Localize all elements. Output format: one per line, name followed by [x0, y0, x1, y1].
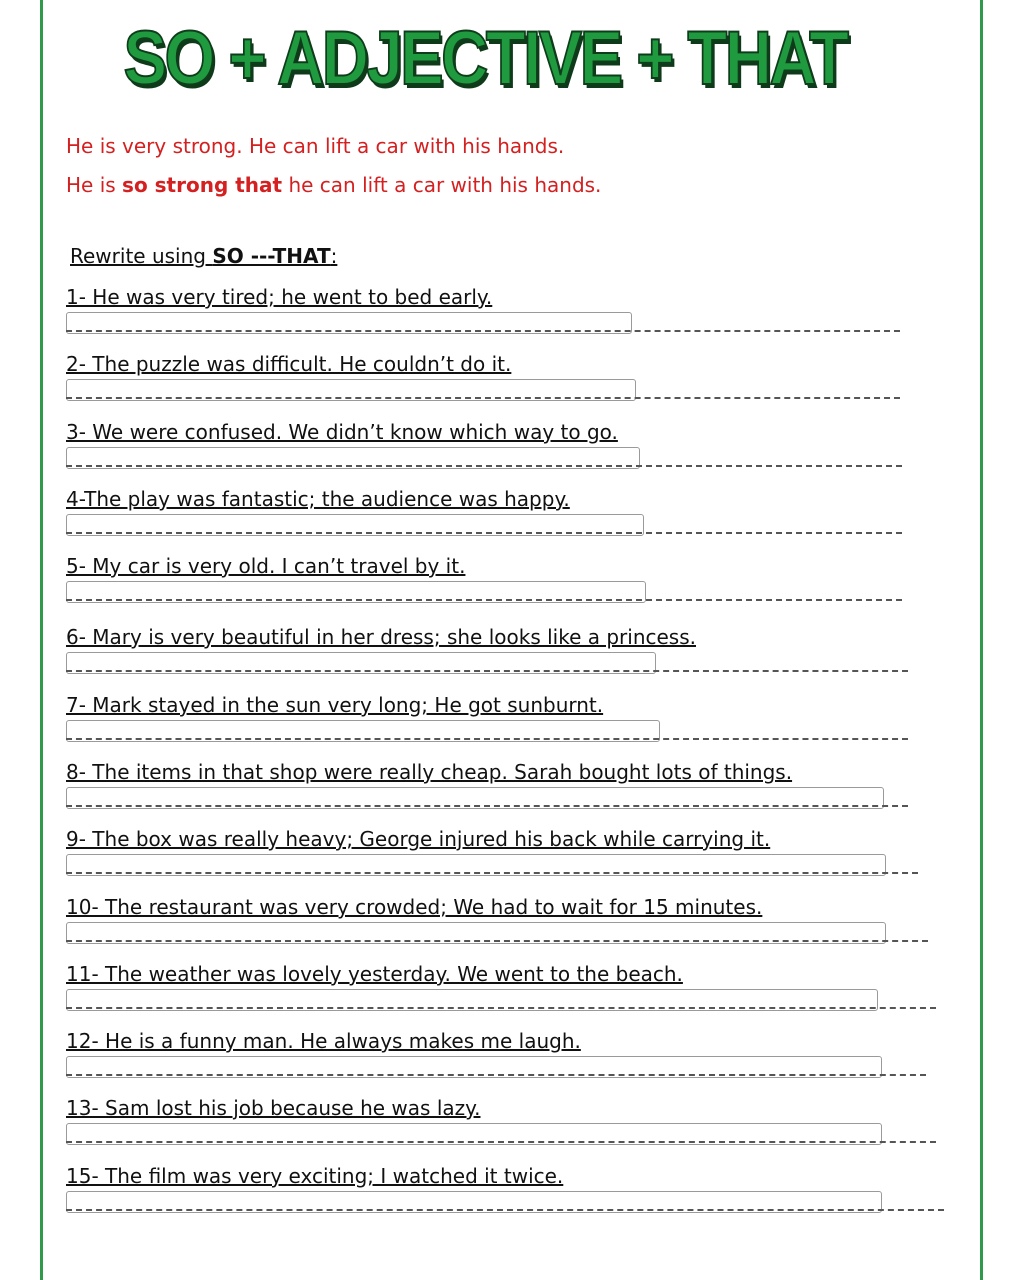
example-sentence-rewritten: [66, 173, 601, 197]
question-text: 11- The weather was lovely yesterday. We went to the beach.: [66, 962, 683, 986]
question-item: [66, 1095, 946, 1155]
question-item: [66, 1163, 946, 1223]
answer-line: [66, 397, 900, 399]
answer-line: [66, 1209, 944, 1211]
question-text: 13- Sam lost his job because he was lazy.: [66, 1096, 481, 1120]
question-item: [66, 826, 946, 886]
right-border: [980, 0, 983, 1280]
instruction: [70, 244, 337, 268]
example-text: he can lift a car with his hands.: [282, 173, 602, 197]
question-text: 2- The puzzle was difficult. He couldn’t do it.: [66, 352, 512, 376]
answer-line: [66, 1141, 936, 1143]
question-text: 1- He was very tired; he went to bed early.: [66, 285, 493, 309]
answer-line: [66, 532, 902, 534]
question-text: 3- We were confused. We didn’t know which way to go.: [66, 420, 618, 444]
answer-line: [66, 940, 928, 942]
question-item: [66, 486, 946, 546]
worksheet-title: SO + ADJECTIVE + THAT: [123, 16, 847, 101]
question-item: [66, 759, 946, 819]
answer-line: [66, 599, 902, 601]
instruction-prefix: Rewrite using: [70, 244, 213, 268]
question-text: 7- Mark stayed in the sun very long; He got sunburnt.: [66, 693, 604, 717]
question-item: [66, 351, 946, 411]
answer-line: [66, 1007, 936, 1009]
instruction-suffix: :: [330, 244, 338, 268]
question-item: [66, 553, 946, 613]
question-item: [66, 1028, 946, 1088]
question-item: [66, 624, 946, 684]
answer-line: [66, 330, 900, 332]
question-text: 8- The items in that shop were really cheap. Sarah bought lots of things.: [66, 760, 793, 784]
answer-line: [66, 805, 908, 807]
question-text: 5- My car is very old. I can’t travel by it.: [66, 554, 466, 578]
example-sentence-original: He is very strong. He can lift a car with his hands.: [66, 134, 565, 158]
question-text: 9- The box was really heavy; George injured his back while carrying it.: [66, 827, 771, 851]
question-item: [66, 419, 946, 479]
example-text: He is: [66, 173, 123, 197]
question-item: [66, 961, 946, 1021]
question-text: 12- He is a funny man. He always makes me laugh.: [66, 1029, 581, 1053]
question-text: 10- The restaurant was very crowded; We had to wait for 15 minutes.: [66, 895, 763, 919]
question-item: [66, 894, 946, 954]
instruction-bold: SO ---THAT: [212, 244, 331, 268]
answer-line: [66, 1074, 926, 1076]
question-item: [66, 284, 946, 344]
question-item: [66, 692, 946, 752]
question-text: 6- Mary is very beautiful in her dress; she looks like a princess.: [66, 625, 696, 649]
question-text: 4-The play was fantastic; the audience was happy.: [66, 487, 570, 511]
answer-line: [66, 465, 902, 467]
answer-line: [66, 670, 908, 672]
question-text: 15- The film was very exciting; I watched it twice.: [66, 1164, 564, 1188]
answer-line: [66, 738, 908, 740]
answer-line: [66, 872, 918, 874]
left-border: [40, 0, 43, 1280]
example-highlight: so strong that: [122, 173, 283, 197]
